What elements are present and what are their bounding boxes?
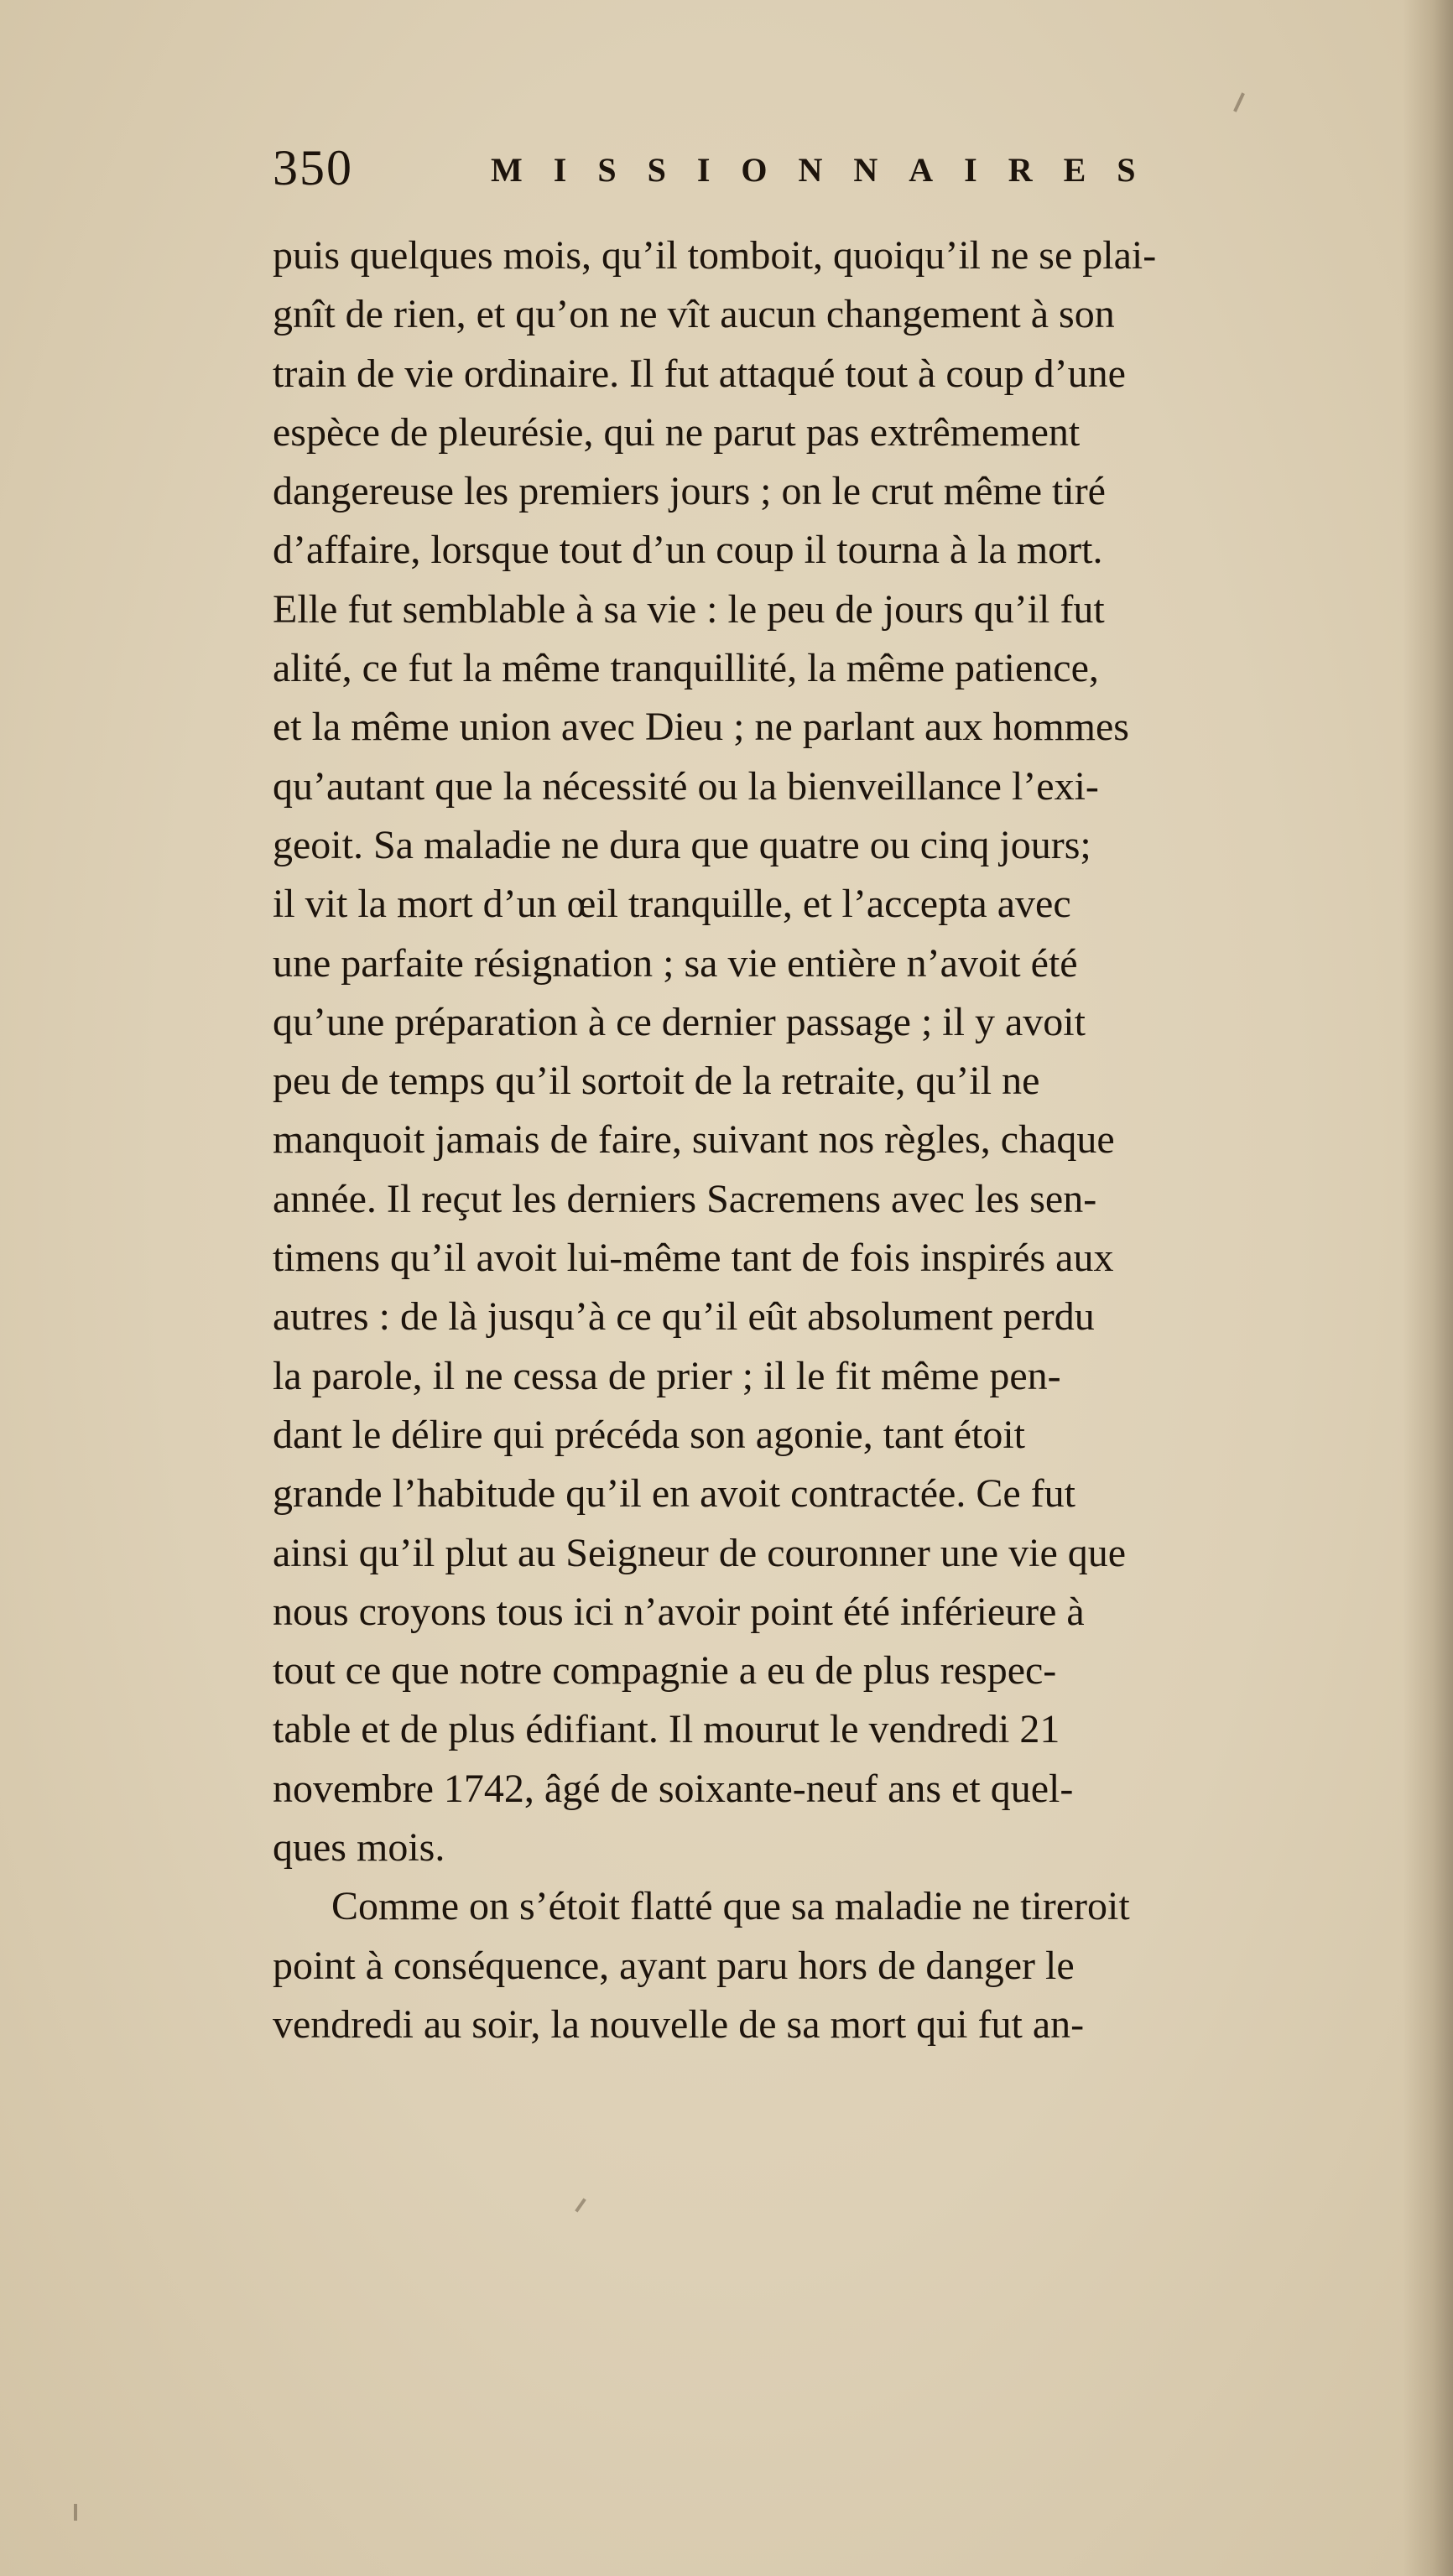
text-line: timens qu’il avoit lui-même tant de fois inspirés aux	[273, 1236, 1114, 1281]
text-line: année. Il reçut les derniers Sacremens avec les sen-	[273, 1176, 1097, 1221]
text-line: espèce de pleurésie, qui ne parut pas extrêmement	[273, 409, 1081, 455]
text-line: alité, ce fut la même tranquillité, la même patience,	[273, 646, 1099, 691]
text-line: une parfaite résignation ; sa vie entière n’avoit été	[273, 940, 1078, 986]
text-line: Elle fut semblable à sa vie : le peu de jours qu’il fut	[273, 586, 1105, 632]
text-line: table et de plus édifiant. Il mourut le vendredi 21	[273, 1707, 1060, 1752]
text-line: ques mois.	[273, 1825, 445, 1871]
paper-speck	[575, 2198, 586, 2212]
text-line: et la même union avec Dieu ; ne parlant aux hommes	[273, 705, 1129, 750]
text-line: point à conséquence, ayant paru hors de danger le	[273, 1943, 1075, 1988]
paper-speck	[74, 2504, 77, 2521]
text-line: tout ce que notre compagnie a eu de plus respec-	[273, 1648, 1057, 1694]
text-line: puis quelques mois, qu’il tomboit, quoiqu’il ne se plai-	[273, 233, 1157, 278]
running-head	[273, 134, 1447, 201]
text-line: geoit. Sa maladie ne dura que quatre ou cinq jours;	[273, 822, 1091, 867]
text-line: novembre 1742, âgé de soixante-neuf ans et quel-	[273, 1766, 1074, 1811]
page-number: 350	[273, 140, 353, 195]
text-line: d’affaire, lorsque tout d’un coup il tourna à la mort.	[273, 528, 1103, 573]
text-line-indented: Comme on s’étoit flatté que sa maladie ne tireroit	[331, 1884, 1130, 1929]
text-line: qu’autant que la nécessité ou la bienveillance l’exi-	[273, 763, 1099, 809]
paper-speck	[1233, 92, 1245, 112]
body-text	[273, 226, 1430, 2054]
text-line: manquoit jamais de faire, suivant nos règles, chaque	[273, 1117, 1115, 1163]
text-line: grande l’habitude qu’il en avoit contractée. Ce fut	[273, 1471, 1075, 1517]
text-line: nous croyons tous ici n’avoir point été inférieure à	[273, 1589, 1085, 1634]
text-line: il vit la mort d’un œil tranquille, et l’accepta avec	[273, 882, 1071, 927]
running-title: MISSIONNAIRES	[491, 151, 1167, 189]
text-line: dangereuse les premiers jours ; on le crut même tiré	[273, 469, 1106, 514]
text-line: train de vie ordinaire. Il fut attaqué tout à coup d’une	[273, 351, 1126, 396]
text-line: gnît de rien, et qu’on ne vît aucun changement à son	[273, 292, 1115, 337]
text-line: ainsi qu’il plut au Seigneur de couronner une vie que	[273, 1530, 1127, 1575]
text-line: dant le délire qui précéda son agonie, tant étoit	[273, 1412, 1025, 1457]
text-line: qu’une préparation à ce dernier passage ; il y avoit	[273, 999, 1086, 1044]
text-line: peu de temps qu’il sortoit de la retraite, qu’il ne	[273, 1059, 1040, 1104]
text-line: la parole, il ne cessa de prier ; il le fit même pen-	[273, 1353, 1061, 1398]
text-line: autres : de là jusqu’à ce qu’il eût absolument perdu	[273, 1294, 1095, 1340]
text-line: vendredi au soir, la nouvelle de sa mort qui fut an-	[273, 2001, 1085, 2047]
